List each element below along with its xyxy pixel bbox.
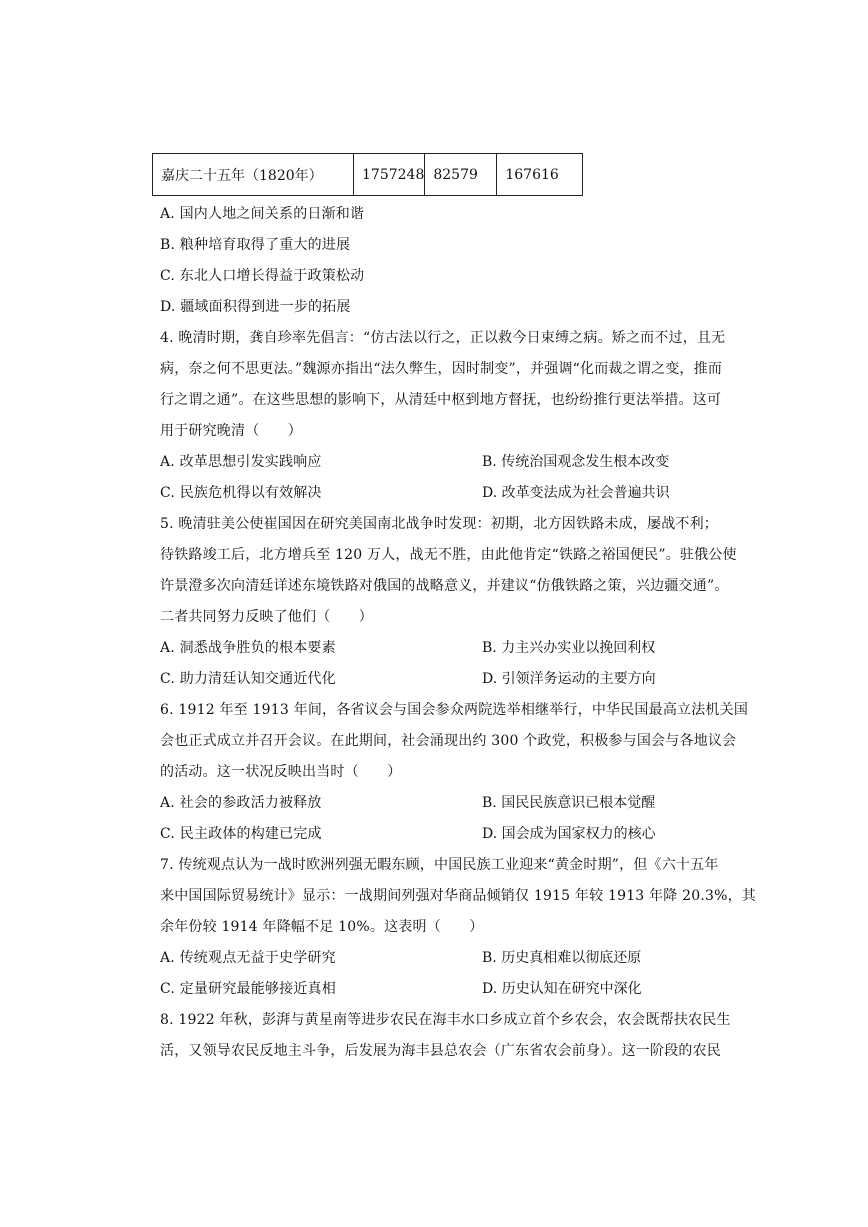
table-cell-period: 嘉庆二十五年（1820年） xyxy=(153,154,354,196)
table-row xyxy=(153,154,583,196)
q7-stem-line: 余年份较 1914 年降幅不足 10%。这表明（ ） xyxy=(160,919,484,935)
population-table xyxy=(152,153,583,196)
q6-stem-line: 的活动。这一状况反映出当时（ ） xyxy=(160,764,402,780)
q3-option-a: A. 国内人地之间关系的日渐和谐 xyxy=(160,206,365,222)
q5-stem-line: 待铁路竣工后，北方增兵至 120 万人，战无不胜，由此他肯定“铁路之裕国便民”。驻俄公使 xyxy=(160,547,737,563)
table-cell-value: 1757248 xyxy=(354,154,425,196)
q6-option-b: B. 国民民族意识已根本觉醒 xyxy=(482,795,656,811)
q8-stem-line: 活，又领导农民反地主斗争，后发展为海丰县总农会（广东省农会前身）。这一阶段的农民 xyxy=(160,1043,721,1059)
q3-option-b: B. 粮种培育取得了重大的进展 xyxy=(160,237,351,253)
q8-stem-line: 8. 1922 年秋，彭湃与黄星南等进步农民在海丰水口乡成立首个乡农会，农会既帮扶农民生 xyxy=(160,1012,731,1028)
q6-stem-line: 会也正式成立并召开会议。在此期间，社会涌现出约 300 个政党，积极参与国会与各地议会 xyxy=(160,733,737,749)
q4-stem-line: 4. 晚清时期，龚自珍率先倡言：“仿古法以行之，正以救今日束缚之病。矫之而不过，且无 xyxy=(160,330,726,346)
q7-option-b: B. 历史真相难以彻底还原 xyxy=(482,950,642,966)
q4-option-d: D. 改革变法成为社会普遍共识 xyxy=(482,485,670,501)
q5-stem-line: 二者共同努力反映了他们（ ） xyxy=(160,609,373,625)
q5-option-d: D. 引领洋务运动的主要方向 xyxy=(482,671,656,687)
q4-stem-line: 病，奈之何不思更法。”魏源亦指出“法久弊生，因时制变”，并强调“化而裁之谓之变，推而 xyxy=(160,361,723,377)
q4-option-c: C. 民族危机得以有效解决 xyxy=(160,485,322,501)
q7-option-d: D. 历史认知在研究中深化 xyxy=(482,981,642,997)
q4-stem-line: 用于研究晚清（ ） xyxy=(160,423,302,439)
q6-option-d: D. 国会成为国家权力的核心 xyxy=(482,826,656,842)
q7-stem-line: 来中国国际贸易统计》显示：一战期间列强对华商品倾销仅 1915 年较 1913 年降 20.3%，其 xyxy=(160,888,756,904)
q5-stem-line: 许景澄多次向清廷详述东境铁路对俄国的战略意义，并建议“仿俄铁路之策，兴边疆交通”。 xyxy=(160,578,729,594)
q4-option-b: B. 传统治国观念发生根本改变 xyxy=(482,454,670,470)
q5-option-c: C. 助力清廷认知交通近代化 xyxy=(160,671,336,687)
q7-option-a: A. 传统观点无益于史学研究 xyxy=(160,950,336,966)
table-cell-value: 167616 xyxy=(497,154,583,196)
q7-option-c: C. 定量研究最能够接近真相 xyxy=(160,981,336,997)
q6-option-c: C. 民主政体的构建已完成 xyxy=(160,826,322,842)
q4-stem-line: 行之谓之通”。在这些思想的影响下，从清廷中枢到地方督抚，也纷纷推行更法举措。这可 xyxy=(160,392,722,408)
q7-stem-line: 7. 传统观点认为一战时欧洲列强无暇东顾，中国民族工业迎来“黄金时期”，但《六十五年 xyxy=(160,857,719,873)
q6-option-a: A. 社会的参政活力被释放 xyxy=(160,795,322,811)
q3-option-d: D. 疆域面积得到进一步的拓展 xyxy=(160,299,351,315)
q5-option-a: A. 洞悉战争胜负的根本要素 xyxy=(160,640,336,656)
q6-stem-line: 6. 1912 年至 1913 年间，各省议会与国会参众两院选举相继举行，中华民国最高立法机关国 xyxy=(160,702,749,718)
q5-option-b: B. 力主兴办实业以挽回利权 xyxy=(482,640,656,656)
table-cell-value: 82579 xyxy=(425,154,497,196)
q3-option-c: C. 东北人口增长得益于政策松动 xyxy=(160,268,365,284)
q5-stem-line: 5. 晚清驻美公使崔国因在研究美国南北战争时发现：初期，北方因铁路未成，屡战不利； xyxy=(160,516,719,532)
q4-option-a: A. 改革思想引发实践响应 xyxy=(160,454,322,470)
